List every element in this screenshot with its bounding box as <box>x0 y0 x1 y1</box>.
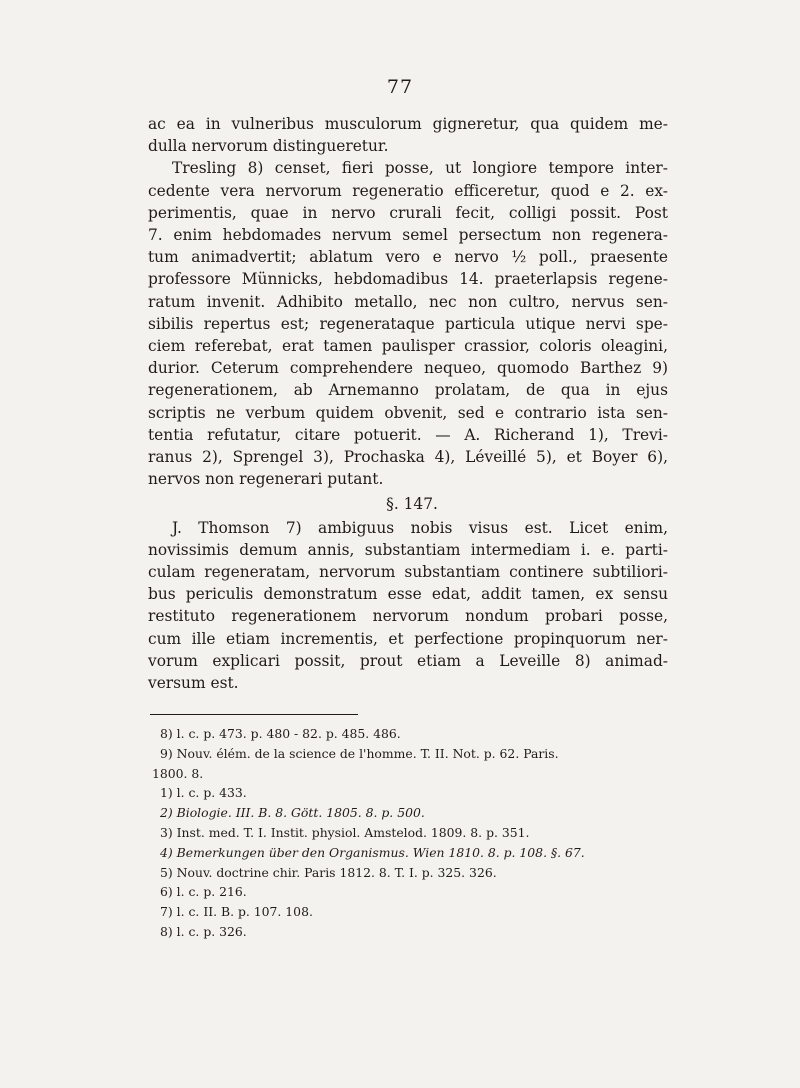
text-line: ranus 2), Sprengel 3), Prochaska 4), Léveillé 5), et Boyer 6), <box>148 448 668 467</box>
text-line: versum est. <box>148 674 239 693</box>
footnote: 3) Inst. med. T. I. Instit. physiol. Amstelod. 1809. 8. p. 351. <box>160 824 530 840</box>
text-line: vorum explicari possit, prout etiam a Leveille 8) animad- <box>148 651 668 670</box>
text-line: 7. enim hebdomades nervum semel persectum non regenera- <box>148 226 668 245</box>
text-line: ratum invenit. Adhibito metallo, nec non cultro, nervus sen- <box>148 292 668 311</box>
text-line: J. Thomson 7) ambiguus nobis visus est. Licet enim, <box>172 518 668 537</box>
text-line: cum ille etiam incrementis, et perfectione propinquorum ner- <box>148 629 668 648</box>
text-line: restituto regenerationem nervorum nondum probari posse, <box>148 607 668 626</box>
footnote: 7) l. c. II. B. p. 107. 108. <box>160 904 313 920</box>
footnote: 6) l. c. p. 216. <box>160 884 247 900</box>
text-line: Tresling 8) censet, fieri posse, ut longiore tempore inter- <box>172 159 668 178</box>
footnote: 8) l. c. p. 473. p. 480 - 82. p. 485. 486. <box>160 726 401 741</box>
text-line: ac ea in vulneribus musculorum gigneretur, qua quidem me- <box>148 115 668 133</box>
footnote: 1) l. c. p. 433. <box>160 785 247 801</box>
text-line: durior. Ceterum comprehendere nequeo, quomodo Barthez 9) <box>148 359 668 378</box>
text-line: dulla nervorum distingueretur. <box>148 137 389 156</box>
text-line: culam regeneratam, nervorum substantiam continere subtiliori- <box>148 563 668 582</box>
text-line: regenerationem, ab Arnemanno prolatam, de qua in ejus <box>148 381 668 400</box>
footnote: 2) Biologie. III. B. 8. Gött. 1805. 8. p. 500. <box>160 805 425 821</box>
footnote: 5) Nouv. doctrine chir. Paris 1812. 8. T. I. p. 325. 326. <box>160 864 497 880</box>
footnote-continuation: 1800. 8. <box>152 765 204 781</box>
text-line: professore Münnicks, hebdomadibus 14. praeterlapsis regene- <box>148 270 668 289</box>
footnote: 8) l. c. p. 326. <box>160 923 247 939</box>
text-line: scriptis ne verbum quidem obvenit, sed e contrario ista sen- <box>148 403 668 422</box>
text-line: perimentis, quae in nervo crurali fecit, colligi possit. Post <box>148 203 668 222</box>
text-line: tum animadvertit; ablatum vero e nervo ½ poll., praesente <box>148 248 668 267</box>
text-line: tentia refutatur, citare potuerit. — A. Richerand 1), Trevi- <box>148 425 668 444</box>
footnote-rule <box>150 714 358 715</box>
footnote: 9) Nouv. élém. de la science de l'homme. T. II. Not. p. 62. Paris. <box>160 745 559 761</box>
text-line: sibilis repertus est; regenerataque particula utique nervi spe- <box>148 314 668 333</box>
text-line: ciem referebat, erat tamen paulisper crassior, coloris oleagini, <box>148 337 668 356</box>
footnote: 4) Bemerkungen über den Organismus. Wien 1810. 8. p. 108. §. 67. <box>160 844 585 860</box>
text-line: nervos non regenerari putant. <box>148 470 384 489</box>
text-line: cedente vera nervorum regeneratio efficeretur, quod e 2. ex- <box>148 181 668 200</box>
footnotes <box>152 724 672 942</box>
section-heading: §. 147. <box>386 495 438 514</box>
page-number: 77 <box>386 76 414 98</box>
text-line: bus periculis demonstratum esse edat, addit tamen, ex sensu <box>148 585 668 604</box>
main-text <box>148 113 668 694</box>
text-line: novissimis demum annis, substantiam intermediam i. e. parti- <box>148 540 668 559</box>
